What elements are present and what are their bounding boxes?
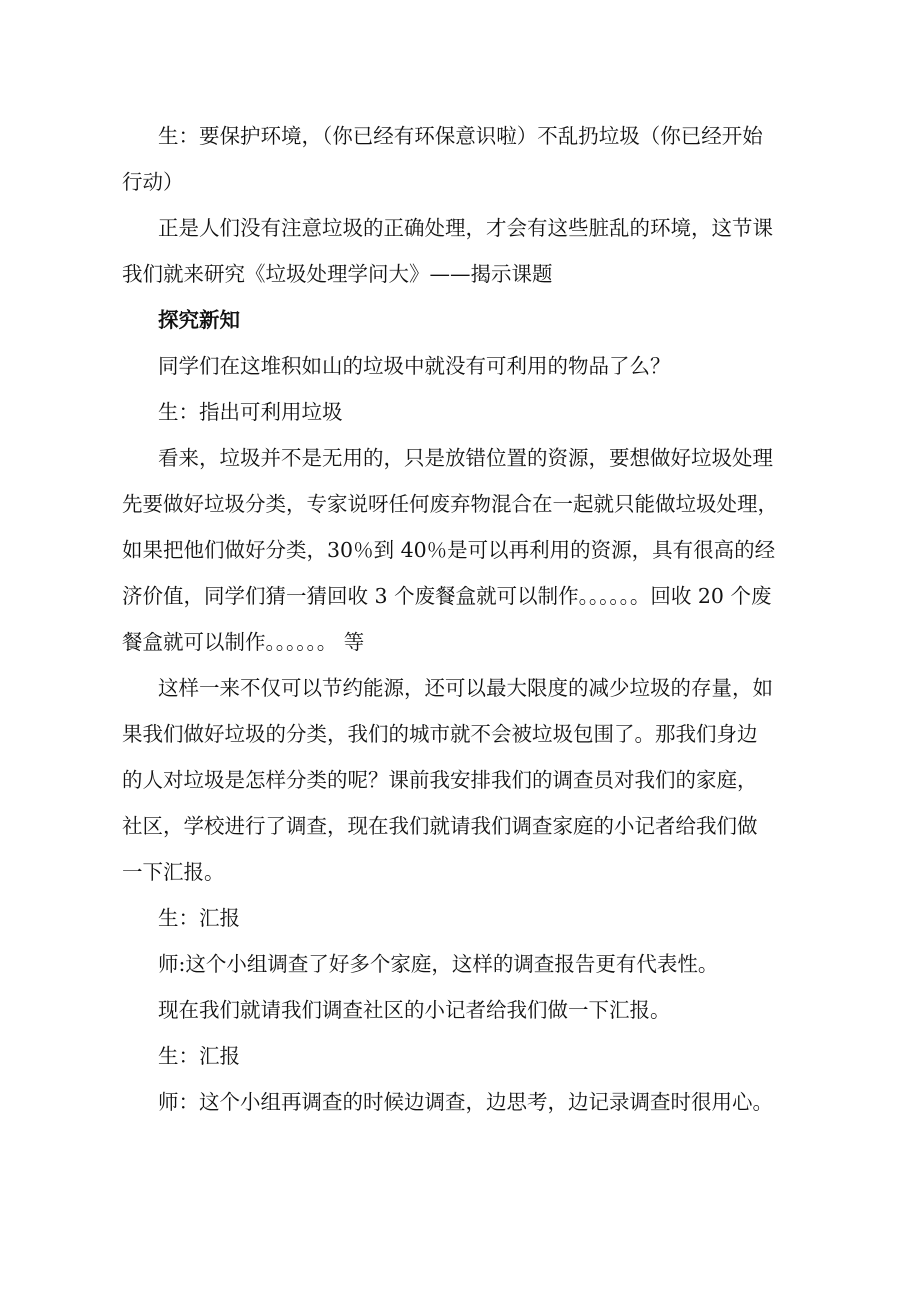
text-line: 正是人们没有注意垃圾的正确处理，才会有这些脏乱的环境，这节课 [158,216,773,240]
text-line: 现在我们就请我们调查社区的小记者给我们做一下汇报。 [158,998,671,1022]
text-line: 社区，学校进行了调查，现在我们就请我们调查家庭的小记者给我们做 [122,814,758,838]
text-line: 先要做好垃圾分类，专家说呀任何废弃物混合在一起就只能做垃圾处理， [122,492,778,516]
text-line: 这样一来不仅可以节约能源，还可以最大限度的减少垃圾的存量，如 [158,676,773,700]
text-line: 我们就来研究《垃圾处理学问大》——揭示课题 [122,262,553,286]
section-heading: 探究新知 [158,308,240,332]
text-line: 师:这个小组调查了好多个家庭，这样的调查报告更有代表性。 [158,952,719,976]
text-line: 一下汇报。 [122,860,225,884]
text-line: 生：汇报 [158,1044,240,1068]
text-line: 的人对垃圾是怎样分类的呢？课前我安排我们的调查员对我们的家庭， [122,768,758,792]
text-line: 生：指出可利用垃圾 [158,400,343,424]
text-line: 果我们做好垃圾的分类，我们的城市就不会被垃圾包围了。那我们身边 [122,722,758,746]
document-body [122,113,802,1125]
text-line: 生：要保护环境，（你已经有环保意识啦）不乱扔垃圾（你已经开始 [158,124,763,148]
text-line: 生：汇报 [158,906,240,930]
text-line: 师：这个小组再调查的时候边调查，边思考，边记录调查时很用心。 [158,1090,773,1114]
text-line: 看来，垃圾并不是无用的，只是放错位置的资源，要想做好垃圾处理 [158,446,773,470]
text-line: 同学们在这堆积如山的垃圾中就没有可利用的物品了么？ [158,354,671,378]
text-line: 济价值，同学们猜一猜回收 3 个废餐盒就可以制作。。。。。。回收 20 个废 [122,584,772,608]
text-line: 行动） [122,170,184,194]
text-line: 如果把他们做好分类，30％到 40％是可以再利用的资源，具有很高的经 [122,538,776,562]
text-line: 餐盒就可以制作。。。。。。 等 [122,630,365,654]
